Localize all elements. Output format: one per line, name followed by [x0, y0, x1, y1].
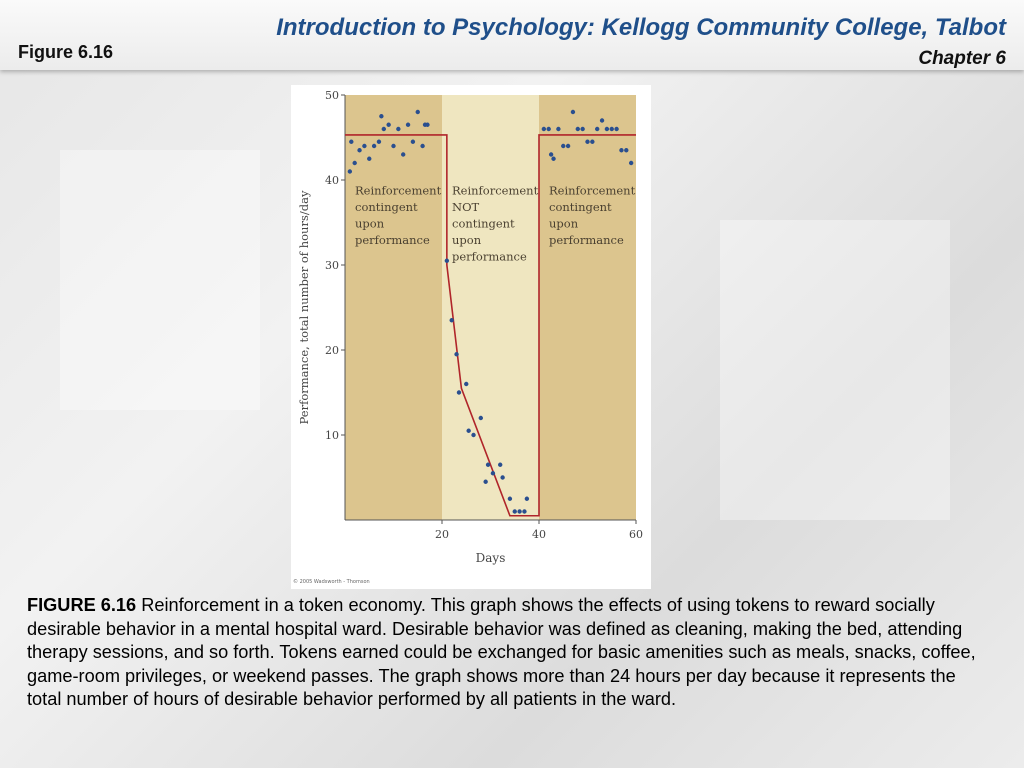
y-tick-label: 30 — [325, 259, 339, 272]
data-point — [367, 157, 371, 161]
data-point — [471, 433, 475, 437]
phase-label-line: performance — [452, 249, 527, 264]
data-point — [508, 497, 512, 501]
data-point — [551, 157, 555, 161]
data-point — [590, 140, 594, 144]
data-point — [566, 144, 570, 148]
data-point — [614, 127, 618, 131]
data-point — [585, 140, 589, 144]
data-point — [549, 152, 553, 156]
data-point — [556, 127, 560, 131]
data-point — [542, 127, 546, 131]
y-tick-label: 10 — [325, 429, 339, 442]
data-point — [561, 144, 565, 148]
data-point — [464, 382, 468, 386]
x-tick-label: 60 — [629, 528, 643, 541]
background-shape — [60, 150, 260, 410]
phase-label-line: NOT — [452, 199, 480, 214]
data-point — [411, 140, 415, 144]
course-title: Introduction to Psychology: Kellogg Community College, Talbot — [276, 14, 1006, 41]
data-point — [362, 144, 366, 148]
data-point — [401, 152, 405, 156]
chapter-label: Chapter 6 — [918, 48, 1006, 69]
y-tick-label: 50 — [325, 89, 339, 102]
figure-label: Figure 6.16 — [18, 42, 114, 62]
x-tick-label: 40 — [532, 528, 546, 541]
phase-label-line: performance — [355, 232, 430, 247]
data-point — [349, 140, 353, 144]
data-point — [605, 127, 609, 131]
phase-label-line: contingent — [452, 216, 515, 231]
data-point — [498, 463, 502, 467]
y-tick-label: 20 — [325, 344, 339, 357]
y-tick-label: 40 — [325, 174, 339, 187]
data-point — [571, 110, 575, 114]
phase-region-1 — [345, 95, 442, 520]
data-point — [522, 509, 526, 513]
data-point — [600, 118, 604, 122]
caption-label: FIGURE 6.16 — [27, 595, 137, 615]
y-axis-label: Performance, total number of hours/day — [297, 190, 311, 425]
data-point — [406, 123, 410, 127]
x-tick-label: 20 — [435, 528, 449, 541]
data-point — [382, 127, 386, 131]
token-economy-chart — [291, 85, 651, 589]
data-point — [454, 352, 458, 356]
phase-label-line: contingent — [549, 199, 612, 214]
data-point — [525, 497, 529, 501]
phase-label-line: contingent — [355, 199, 418, 214]
chart-panel — [291, 85, 651, 589]
phase-label-line: upon — [549, 216, 579, 231]
caption-text: Reinforcement in a token economy. This graph shows the effects of using tokens to reward socially desirable behavior in a mental hospital ward. Desirable behavior was defined as cleaning, making the bed, attending therapy sessions, and so forth. Tokens earned could be exchanged for basic amenities such as meals, snacks, coffee, game-room privileges, or weekend passes. The graph shows more than 24 hours per day because it represents the total number of hours of desirable behavior performed by all patients in the ward. — [27, 595, 976, 709]
phase-region-2 — [442, 95, 539, 520]
data-point — [483, 480, 487, 484]
data-point — [450, 318, 454, 322]
data-point — [517, 509, 521, 513]
phase-label-line: Reinforcement — [549, 183, 636, 198]
data-point — [357, 148, 361, 152]
data-point — [353, 161, 357, 165]
phase-label-line: upon — [452, 232, 482, 247]
copyright-footnote: © 2005 Wadsworth - Thomson — [293, 579, 370, 585]
data-point — [629, 161, 633, 165]
data-point — [372, 144, 376, 148]
phase-label-line: upon — [355, 216, 385, 231]
x-axis-label: Days — [475, 551, 506, 565]
data-point — [416, 110, 420, 114]
data-point — [466, 429, 470, 433]
data-point — [624, 148, 628, 152]
data-point — [420, 144, 424, 148]
data-point — [547, 127, 551, 131]
phase-label-line: Reinforcement — [355, 183, 442, 198]
data-point — [479, 416, 483, 420]
data-point — [348, 169, 352, 173]
data-point — [610, 127, 614, 131]
data-point — [491, 471, 495, 475]
data-point — [580, 127, 584, 131]
data-point — [576, 127, 580, 131]
data-point — [513, 509, 517, 513]
data-point — [425, 123, 429, 127]
data-point — [386, 123, 390, 127]
data-point — [377, 140, 381, 144]
data-point — [379, 114, 383, 118]
data-point — [396, 127, 400, 131]
data-point — [445, 259, 449, 263]
phase-label-line: performance — [549, 232, 624, 247]
data-point — [457, 390, 461, 394]
background-shape — [720, 220, 950, 520]
phase-label-line: Reinforcement — [452, 183, 539, 198]
data-point — [486, 463, 490, 467]
data-point — [500, 475, 504, 479]
data-point — [391, 144, 395, 148]
data-point — [619, 148, 623, 152]
figure-caption — [27, 594, 992, 712]
data-point — [595, 127, 599, 131]
